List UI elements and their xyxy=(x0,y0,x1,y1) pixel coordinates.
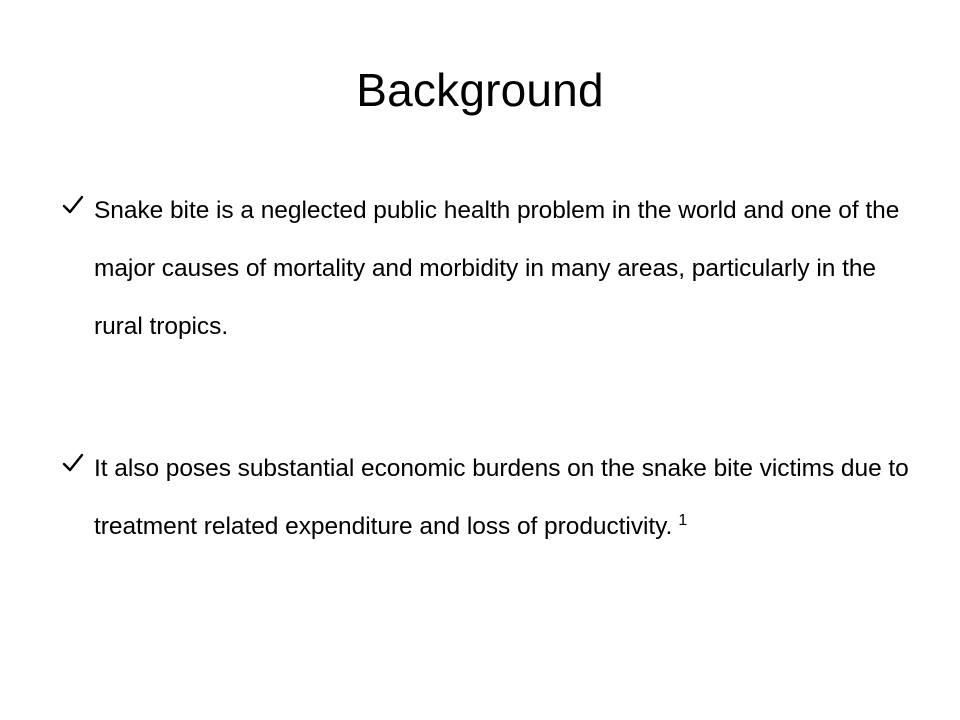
bullet-text-container xyxy=(94,440,922,556)
bullet-text: Snake bite is a neglected public health problem in the world and one of the major causes of mortality and morbidity in many areas, particularly in the rural tropics. xyxy=(94,197,900,340)
slide-title: Background xyxy=(356,64,604,116)
citation-superscript: 1 xyxy=(678,511,688,529)
bullet-item xyxy=(62,440,922,556)
checkmark-icon xyxy=(62,194,84,216)
bullet-text: It also poses substantial economic burdens on the snake bite victims due to treatment related expenditure and loss of productivity. xyxy=(94,455,909,540)
checkmark-icon xyxy=(62,452,84,474)
bullet-item xyxy=(62,182,922,356)
